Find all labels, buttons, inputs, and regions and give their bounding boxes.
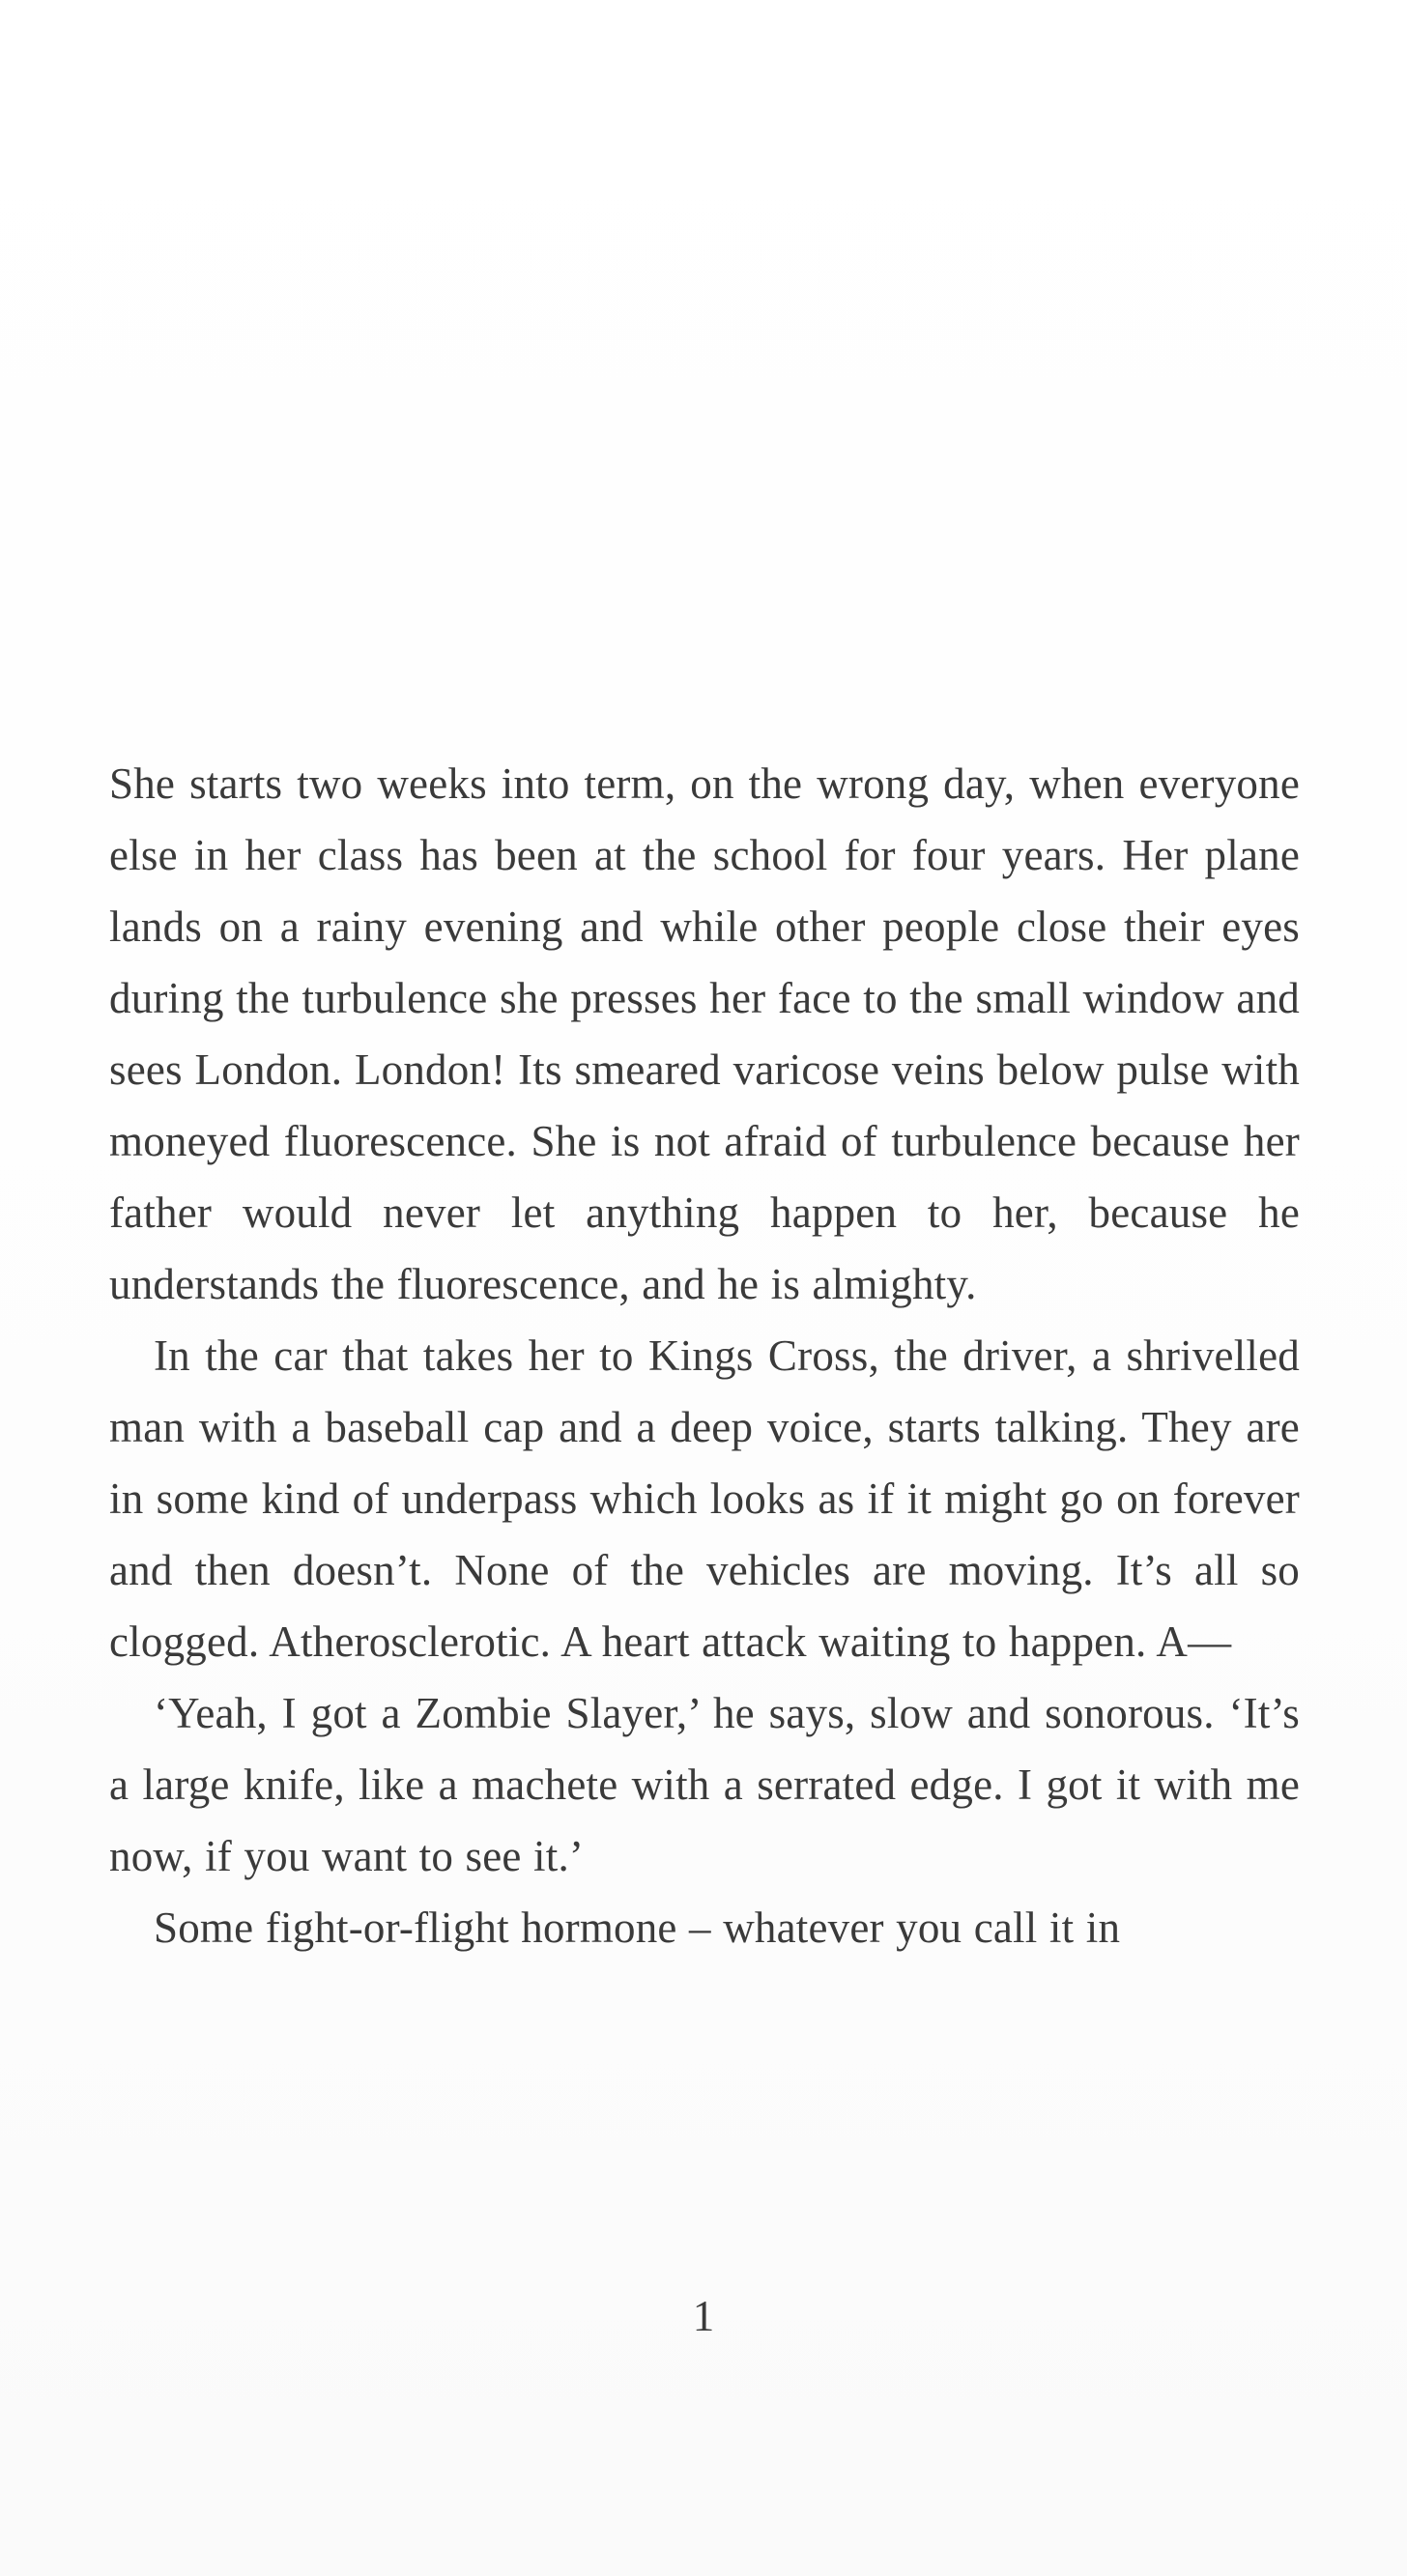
page-number: 1	[692, 2292, 715, 2340]
paragraph-4: Some fight-or-flight hormone – whatever you call it in	[154, 1903, 1121, 1952]
body-text	[109, 748, 1300, 1963]
paragraph-1: She starts two weeks into term, on the wrong day, when everyone else in her class has been at the school for four years. Her plane lands on a rainy evening and while other people close their eyes during the turbulence she presses her face to the small window and sees London. London! Its smeared varicose veins below pulse with moneyed fluorescence. She is not afraid of turbulence because her father would never let anything happen to her, because he understands the fluorescence, and he is almighty.	[109, 759, 1300, 1308]
paragraph-2: In the car that takes her to Kings Cross, the driver, a shrivelled man with a baseball cap and a deep voice, starts talking. They are in some kind of underpass which looks as if it might go on forever and then doesn’t. None of the vehicles are moving. It’s all so clogged. Atherosclerotic. A heart attack waiting to happen. A—	[109, 1331, 1300, 1666]
paragraph-3: ‘Yeah, I got a Zombie Slayer,’ he says, slow and sonorous. ‘It’s a large knife, like a machete with a serrated edge. I got it with me now, if you want to see it.’	[109, 1689, 1300, 1880]
